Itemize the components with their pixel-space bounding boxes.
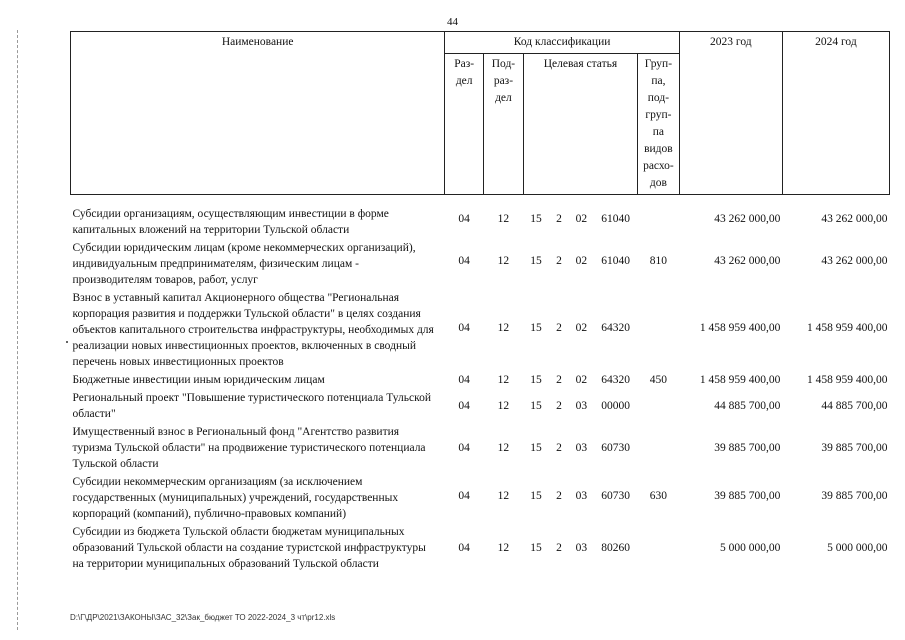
row-target-article-program: 15 xyxy=(530,399,542,412)
row-target-article-type: 2 xyxy=(556,213,562,225)
row-target-article-type: 2 xyxy=(556,255,562,267)
row-target-article-type: 2 xyxy=(556,399,562,412)
row-amount-2024: 5 000 000,00 xyxy=(827,542,888,554)
table-row xyxy=(71,239,890,289)
header-name: Наименование xyxy=(71,32,445,195)
row-target-article-program: 15 xyxy=(530,542,542,554)
row-target-article-program: 15 xyxy=(530,255,542,267)
row-subsection: 12 xyxy=(497,321,510,334)
table-gap xyxy=(71,195,890,206)
row-subsection: 12 xyxy=(497,399,510,412)
row-subsection: 12 xyxy=(497,373,510,386)
row-amount-2023: 44 885 700,00 xyxy=(714,399,781,412)
row-expense-group: 450 xyxy=(649,373,668,386)
row-target-article-type: 2 xyxy=(556,542,562,554)
scan-speck xyxy=(66,341,68,343)
row-amount-2024: 1 458 959 400,00 xyxy=(807,373,888,386)
table-body xyxy=(71,195,890,574)
row-name: Взнос в уставный капитал Акционерного общества "Региональная корпорация развития и поддержки Тульской области" в целях создания объектов капитального строительства инфраструктуры, необходимых для реализации новых инвестиционных проектов, включенных в сводный перечень новых инвестиционных проектов xyxy=(72,292,434,368)
row-expense-group: 810 xyxy=(649,255,668,267)
budget-table xyxy=(70,31,890,573)
row-subsection: 12 xyxy=(497,489,510,502)
row-target-article-subprogram: 02 xyxy=(575,321,588,334)
row-subsection: 12 xyxy=(497,441,510,454)
row-target-article-direction: 64320 xyxy=(601,373,630,386)
row-target-article-program: 15 xyxy=(530,373,542,386)
table-row xyxy=(71,523,890,573)
row-amount-2023: 43 262 000,00 xyxy=(714,213,781,225)
row-section: 04 xyxy=(458,373,470,386)
row-name: Субсидии юридическим лицам (кроме некоммерческих организаций), индивидуальным предпринимателям, физическим лицам - производителям товаров, работ, услуг xyxy=(72,242,416,286)
row-target-article-type: 2 xyxy=(556,373,562,386)
header-year-2023: 2023 год xyxy=(679,32,782,195)
row-target-article-subprogram: 03 xyxy=(575,441,588,454)
row-target-article-subprogram: 02 xyxy=(575,255,588,267)
header-expense-group: Груп-па, под-груп-па видов расхо-дов xyxy=(638,54,680,195)
header-year-2024: 2024 год xyxy=(782,32,889,195)
row-name: Субсидии из бюджета Тульской области бюджетам муниципальных образований Тульской области на создание туристской инфраструктуры на территории муниципальных образований Тульской области xyxy=(72,526,426,570)
row-name: Имущественный взнос в Региональный фонд "Агентство развития туризма Тульской области" на продвижение туристического потенциала Тульской области xyxy=(72,426,426,470)
row-target-article-program: 15 xyxy=(530,489,542,502)
row-target-article-type: 2 xyxy=(556,489,562,502)
row-expense-group xyxy=(638,205,680,239)
row-amount-2024: 39 885 700,00 xyxy=(821,489,888,502)
row-target-article-direction: 61040 xyxy=(601,255,630,267)
row-name: Региональный проект "Повышение туристического потенциала Тульской области" xyxy=(72,392,431,420)
row-target-article-subprogram: 02 xyxy=(575,213,588,225)
row-expense-group: 630 xyxy=(649,489,668,502)
row-target-article-subprogram: 02 xyxy=(575,373,588,386)
table-row xyxy=(71,423,890,473)
row-target-article-direction: 00000 xyxy=(601,399,630,412)
row-target-article-direction: 64320 xyxy=(601,321,630,334)
row-amount-2023: 1 458 959 400,00 xyxy=(699,373,781,386)
table-row xyxy=(71,205,890,239)
row-amount-2024: 43 262 000,00 xyxy=(821,213,888,225)
row-section: 04 xyxy=(458,213,470,225)
row-target-article-program: 15 xyxy=(530,441,542,454)
row-amount-2023: 5 000 000,00 xyxy=(719,542,781,554)
row-target-article-subprogram: 03 xyxy=(575,399,588,412)
row-expense-group xyxy=(638,523,680,573)
row-subsection: 12 xyxy=(497,255,510,267)
row-target-article-subprogram: 03 xyxy=(575,489,588,502)
row-amount-2024: 43 262 000,00 xyxy=(821,255,888,267)
table-row xyxy=(71,289,890,371)
row-target-article-type: 2 xyxy=(556,321,562,334)
row-amount-2023: 39 885 700,00 xyxy=(714,441,781,454)
row-target-article-program: 15 xyxy=(530,321,542,334)
row-amount-2024: 1 458 959 400,00 xyxy=(807,321,888,334)
row-section: 04 xyxy=(458,441,470,454)
row-subsection: 12 xyxy=(497,542,510,554)
row-amount-2023: 39 885 700,00 xyxy=(714,489,781,502)
row-expense-group xyxy=(638,423,680,473)
row-target-article-subprogram: 03 xyxy=(575,542,588,554)
table-row xyxy=(71,389,890,423)
row-target-article-direction: 80260 xyxy=(601,542,630,554)
header-code-group: Код классификации xyxy=(445,32,680,54)
table-row xyxy=(71,473,890,523)
row-subsection: 12 xyxy=(497,213,510,225)
row-section: 04 xyxy=(458,255,470,267)
row-target-article-direction: 60730 xyxy=(601,441,630,454)
header-section: Раз-дел xyxy=(445,54,484,195)
table-row xyxy=(71,371,890,389)
row-target-article-type: 2 xyxy=(556,441,562,454)
row-name: Бюджетные инвестиции иным юридическим лицам xyxy=(72,374,325,386)
file-path-footer: D:\Г\ДР\2021\ЗАКОНЫ\ЗАС_32\Зак_бюджет ТО 2022-2024_3 чт\pr12.xls xyxy=(70,613,336,622)
row-section: 04 xyxy=(458,542,470,554)
row-amount-2024: 39 885 700,00 xyxy=(821,441,888,454)
row-amount-2023: 43 262 000,00 xyxy=(714,255,781,267)
page-number: 44 xyxy=(447,16,458,28)
row-amount-2023: 1 458 959 400,00 xyxy=(699,321,781,334)
row-expense-group xyxy=(638,289,680,371)
row-amount-2024: 44 885 700,00 xyxy=(821,399,888,412)
row-expense-group xyxy=(638,389,680,423)
binding-margin-line xyxy=(17,30,18,630)
row-target-article-direction: 60730 xyxy=(601,489,630,502)
row-target-article-program: 15 xyxy=(530,213,542,225)
header-subsection: Под-раз-дел xyxy=(484,54,524,195)
row-section: 04 xyxy=(458,399,470,412)
row-target-article-direction: 61040 xyxy=(601,213,630,225)
header-target-article: Целевая статья xyxy=(523,54,637,195)
row-section: 04 xyxy=(458,321,470,334)
row-name: Субсидии некоммерческим организациям (за исключением государственных (муниципальных) учреждений, государственных корпораций (компаний), публично-правовых компаний) xyxy=(72,476,399,520)
row-name: Субсидии организациям, осуществляющим инвестиции в форме капитальных вложений на территории Тульской области xyxy=(72,208,389,236)
row-section: 04 xyxy=(458,489,470,502)
